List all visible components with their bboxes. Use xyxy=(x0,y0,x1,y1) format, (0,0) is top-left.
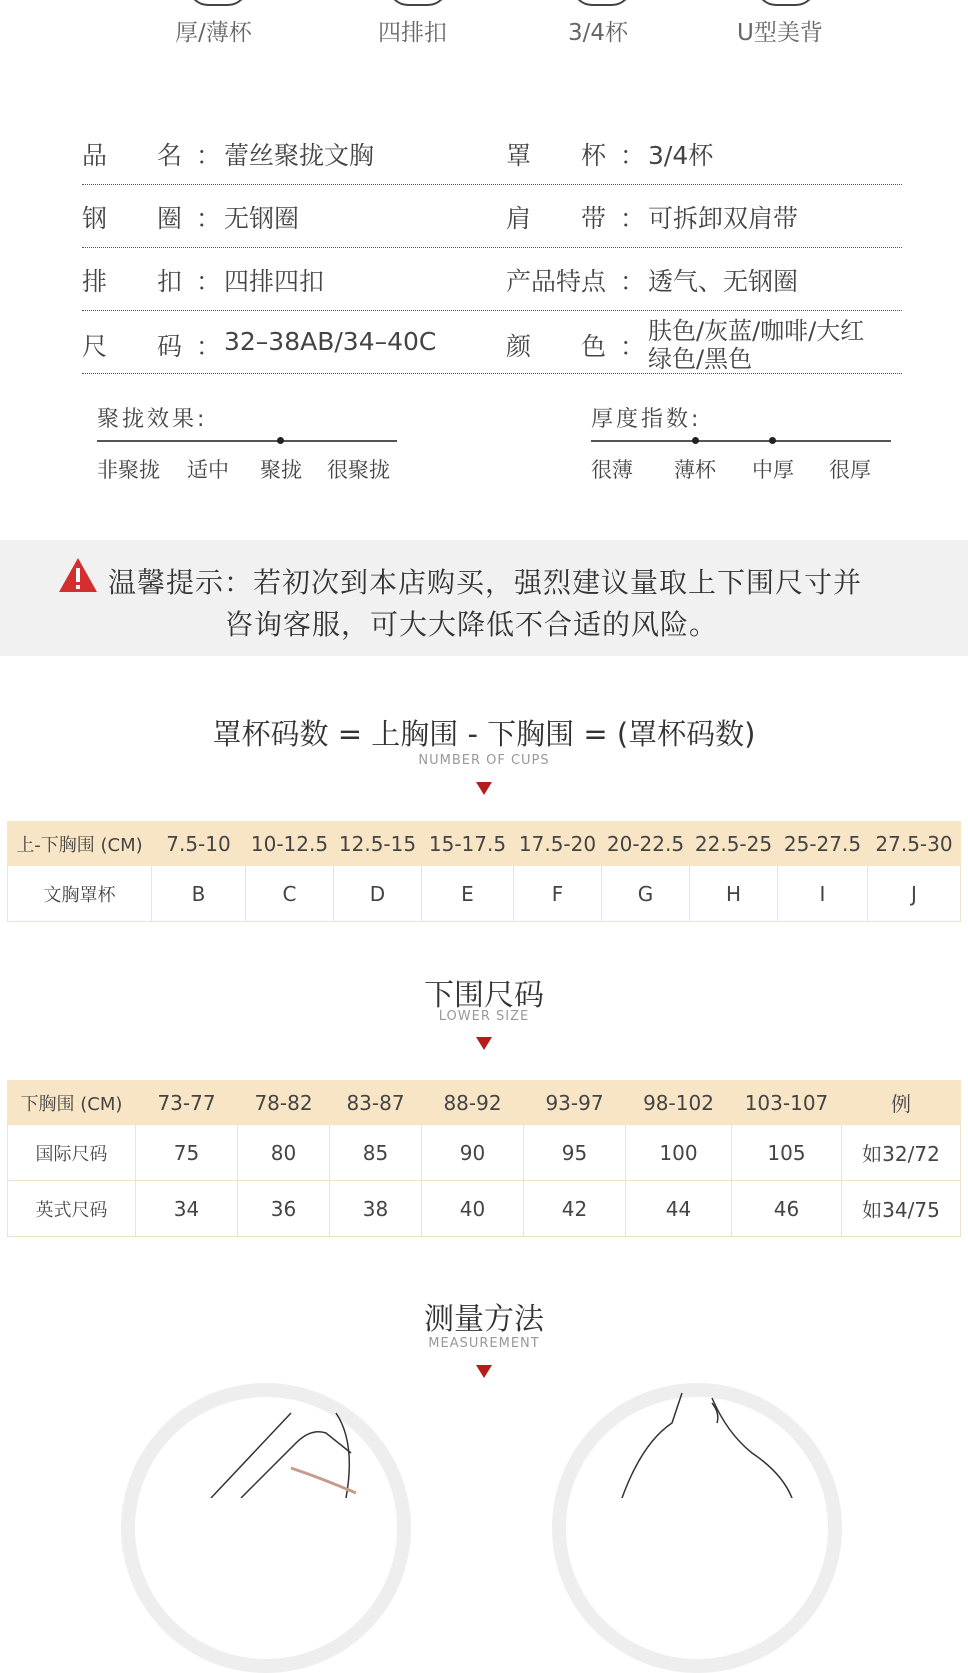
spec-key: 产品特点 xyxy=(506,267,607,296)
warning-triangle-icon xyxy=(58,557,98,593)
spec-value-line2: 绿色/黑色 xyxy=(648,345,753,373)
back-shape-icon xyxy=(756,0,816,6)
table-cell: 40 xyxy=(422,1181,524,1237)
meter-label: 很聚拢 xyxy=(327,458,390,482)
meter-label: 很厚 xyxy=(829,458,871,482)
table-header-row xyxy=(8,1081,961,1125)
spec-value: 3/4杯 xyxy=(648,141,714,170)
table-cell: 80 xyxy=(238,1125,330,1181)
meter-title: 聚拢效果: xyxy=(97,407,208,432)
table-cell: 27.5-30 xyxy=(868,822,961,866)
table-cell: 17.5-20 xyxy=(514,822,602,866)
table-cell: 10-12.5 xyxy=(246,822,334,866)
table-cell: 例 xyxy=(842,1081,961,1125)
spec-key: 颜 色 xyxy=(506,332,607,361)
hook-icon xyxy=(388,0,448,6)
spec-row xyxy=(82,311,902,374)
table-cell: 15-17.5 xyxy=(422,822,514,866)
table-cell: C xyxy=(246,866,334,922)
table-cell: 34 xyxy=(136,1181,238,1237)
notice-line-1: 温馨提示：若初次到本店购买，强烈建议量取上下围尺寸并 xyxy=(108,566,863,599)
meter-label: 中厚 xyxy=(752,458,794,482)
table-cell: 国际尺码 xyxy=(8,1125,136,1181)
cup-section-title: 罩杯码数 = 上胸围 - 下胸围 = (罩杯码数) xyxy=(212,717,756,751)
meter-track xyxy=(591,440,891,442)
table-cell: 如34/75 xyxy=(842,1181,961,1237)
table-cell: D xyxy=(334,866,422,922)
table-cell: 100 xyxy=(626,1125,732,1181)
table-cell: 12.5-15 xyxy=(334,822,422,866)
spec-value: 透气、无钢圈 xyxy=(648,267,799,296)
spec-value: 四排四扣 xyxy=(224,267,325,296)
spec-value: 肤色/灰蓝/咖啡/大红 xyxy=(648,317,865,345)
table-cell: 7.5-10 xyxy=(152,822,246,866)
meter-label: 非聚拢 xyxy=(97,458,160,482)
feature-label-thickness: 厚/薄杯 xyxy=(175,20,252,46)
spec-colon: ： xyxy=(196,332,222,361)
down-arrow-icon xyxy=(476,1365,492,1378)
spec-key: 肩 带 xyxy=(506,204,607,233)
spec-colon: ： xyxy=(620,204,646,233)
cup-size-table xyxy=(7,821,961,922)
table-cell: 38 xyxy=(330,1181,422,1237)
spec-key: 钢 圈 xyxy=(82,204,183,233)
table-cell: 88-92 xyxy=(422,1081,524,1125)
table-row xyxy=(8,1125,961,1181)
spec-row xyxy=(82,248,902,311)
upper-bust-illustration xyxy=(121,1383,411,1498)
table-cell: 下胸围 (CM) xyxy=(8,1081,136,1125)
meter-label: 很薄 xyxy=(591,458,633,482)
table-cell: 英式尺码 xyxy=(8,1181,136,1237)
spec-value: 蕾丝聚拢文胸 xyxy=(224,141,375,170)
meter-track xyxy=(97,440,397,442)
table-cell: E xyxy=(422,866,514,922)
lower-section-subtitle: LOWER SIZE xyxy=(438,1009,530,1024)
spec-key: 罩 杯 xyxy=(506,141,607,170)
down-arrow-icon xyxy=(476,1037,492,1050)
table-cell: 90 xyxy=(422,1125,524,1181)
spec-value: 可拆卸双肩带 xyxy=(648,204,799,233)
table-cell: 46 xyxy=(732,1181,842,1237)
table-cell: 25-27.5 xyxy=(778,822,868,866)
table-cell: 93-97 xyxy=(524,1081,626,1125)
table-cell: G xyxy=(602,866,690,922)
table-cell: I xyxy=(778,866,868,922)
table-cell: J xyxy=(868,866,961,922)
table-cell: 75 xyxy=(136,1125,238,1181)
table-cell: 83-87 xyxy=(330,1081,422,1125)
table-cell: 42 xyxy=(524,1181,626,1237)
lower-size-table xyxy=(7,1080,961,1237)
spec-colon: ： xyxy=(196,141,222,170)
spec-colon: ： xyxy=(620,267,646,296)
feature-row xyxy=(0,0,968,60)
spec-value: 无钢圈 xyxy=(224,204,300,233)
table-cell: 105 xyxy=(732,1125,842,1181)
meter-title: 厚度指数: xyxy=(591,407,702,432)
spec-colon: ： xyxy=(196,204,222,233)
meter-marker xyxy=(769,437,776,444)
table-cell: 如32/72 xyxy=(842,1125,961,1181)
feature-label-cup: 3/4杯 xyxy=(568,20,629,46)
spec-key: 品 名 xyxy=(82,141,183,170)
measure-section-subtitle: MEASUREMENT xyxy=(428,1336,540,1351)
table-cell: B xyxy=(152,866,246,922)
table-row xyxy=(8,1181,961,1237)
spec-colon: ： xyxy=(196,267,222,296)
lower-section-title: 下围尺码 xyxy=(424,978,544,1013)
meter-marker xyxy=(277,437,284,444)
table-cell: 98-102 xyxy=(626,1081,732,1125)
table-cell: 上-下胸围 (CM) xyxy=(8,822,152,866)
feature-label-back: U型美背 xyxy=(737,20,823,46)
table-row xyxy=(8,866,961,922)
spec-row xyxy=(82,122,902,185)
cup-section-subtitle: NUMBER OF CUPS xyxy=(418,753,550,768)
table-cell: 36 xyxy=(238,1181,330,1237)
table-cell: H xyxy=(690,866,778,922)
feature-label-hooks: 四排扣 xyxy=(378,20,447,46)
meter-marker xyxy=(692,437,699,444)
measure-section-title: 测量方法 xyxy=(424,1302,544,1337)
table-header-row xyxy=(8,822,961,866)
spec-colon: ： xyxy=(620,141,646,170)
meter-label: 适中 xyxy=(187,458,229,482)
table-cell: 85 xyxy=(330,1125,422,1181)
table-cell: 44 xyxy=(626,1181,732,1237)
table-cell: 22.5-25 xyxy=(690,822,778,866)
table-cell: 文胸罩杯 xyxy=(8,866,152,922)
table-cell: F xyxy=(514,866,602,922)
table-cell: 73-77 xyxy=(136,1081,238,1125)
down-arrow-icon xyxy=(476,782,492,795)
table-cell: 103-107 xyxy=(732,1081,842,1125)
spec-value: 32–38AB/34–40C xyxy=(224,327,437,356)
lower-bust-illustration xyxy=(552,1383,842,1498)
cup-shape-icon xyxy=(572,0,632,6)
spec-row xyxy=(82,185,902,248)
cup-thickness-icon xyxy=(188,0,248,6)
notice-line-2: 咨询客服，可大大降低不合适的风险。 xyxy=(225,608,719,641)
spec-colon: ： xyxy=(620,332,646,361)
spec-key: 排 扣 xyxy=(82,267,183,296)
table-cell: 20-22.5 xyxy=(602,822,690,866)
spec-key: 尺 码 xyxy=(82,332,183,361)
table-cell: 95 xyxy=(524,1125,626,1181)
meter-label: 薄杯 xyxy=(674,458,716,482)
meter-label: 聚拢 xyxy=(260,458,302,482)
table-cell: 78-82 xyxy=(238,1081,330,1125)
